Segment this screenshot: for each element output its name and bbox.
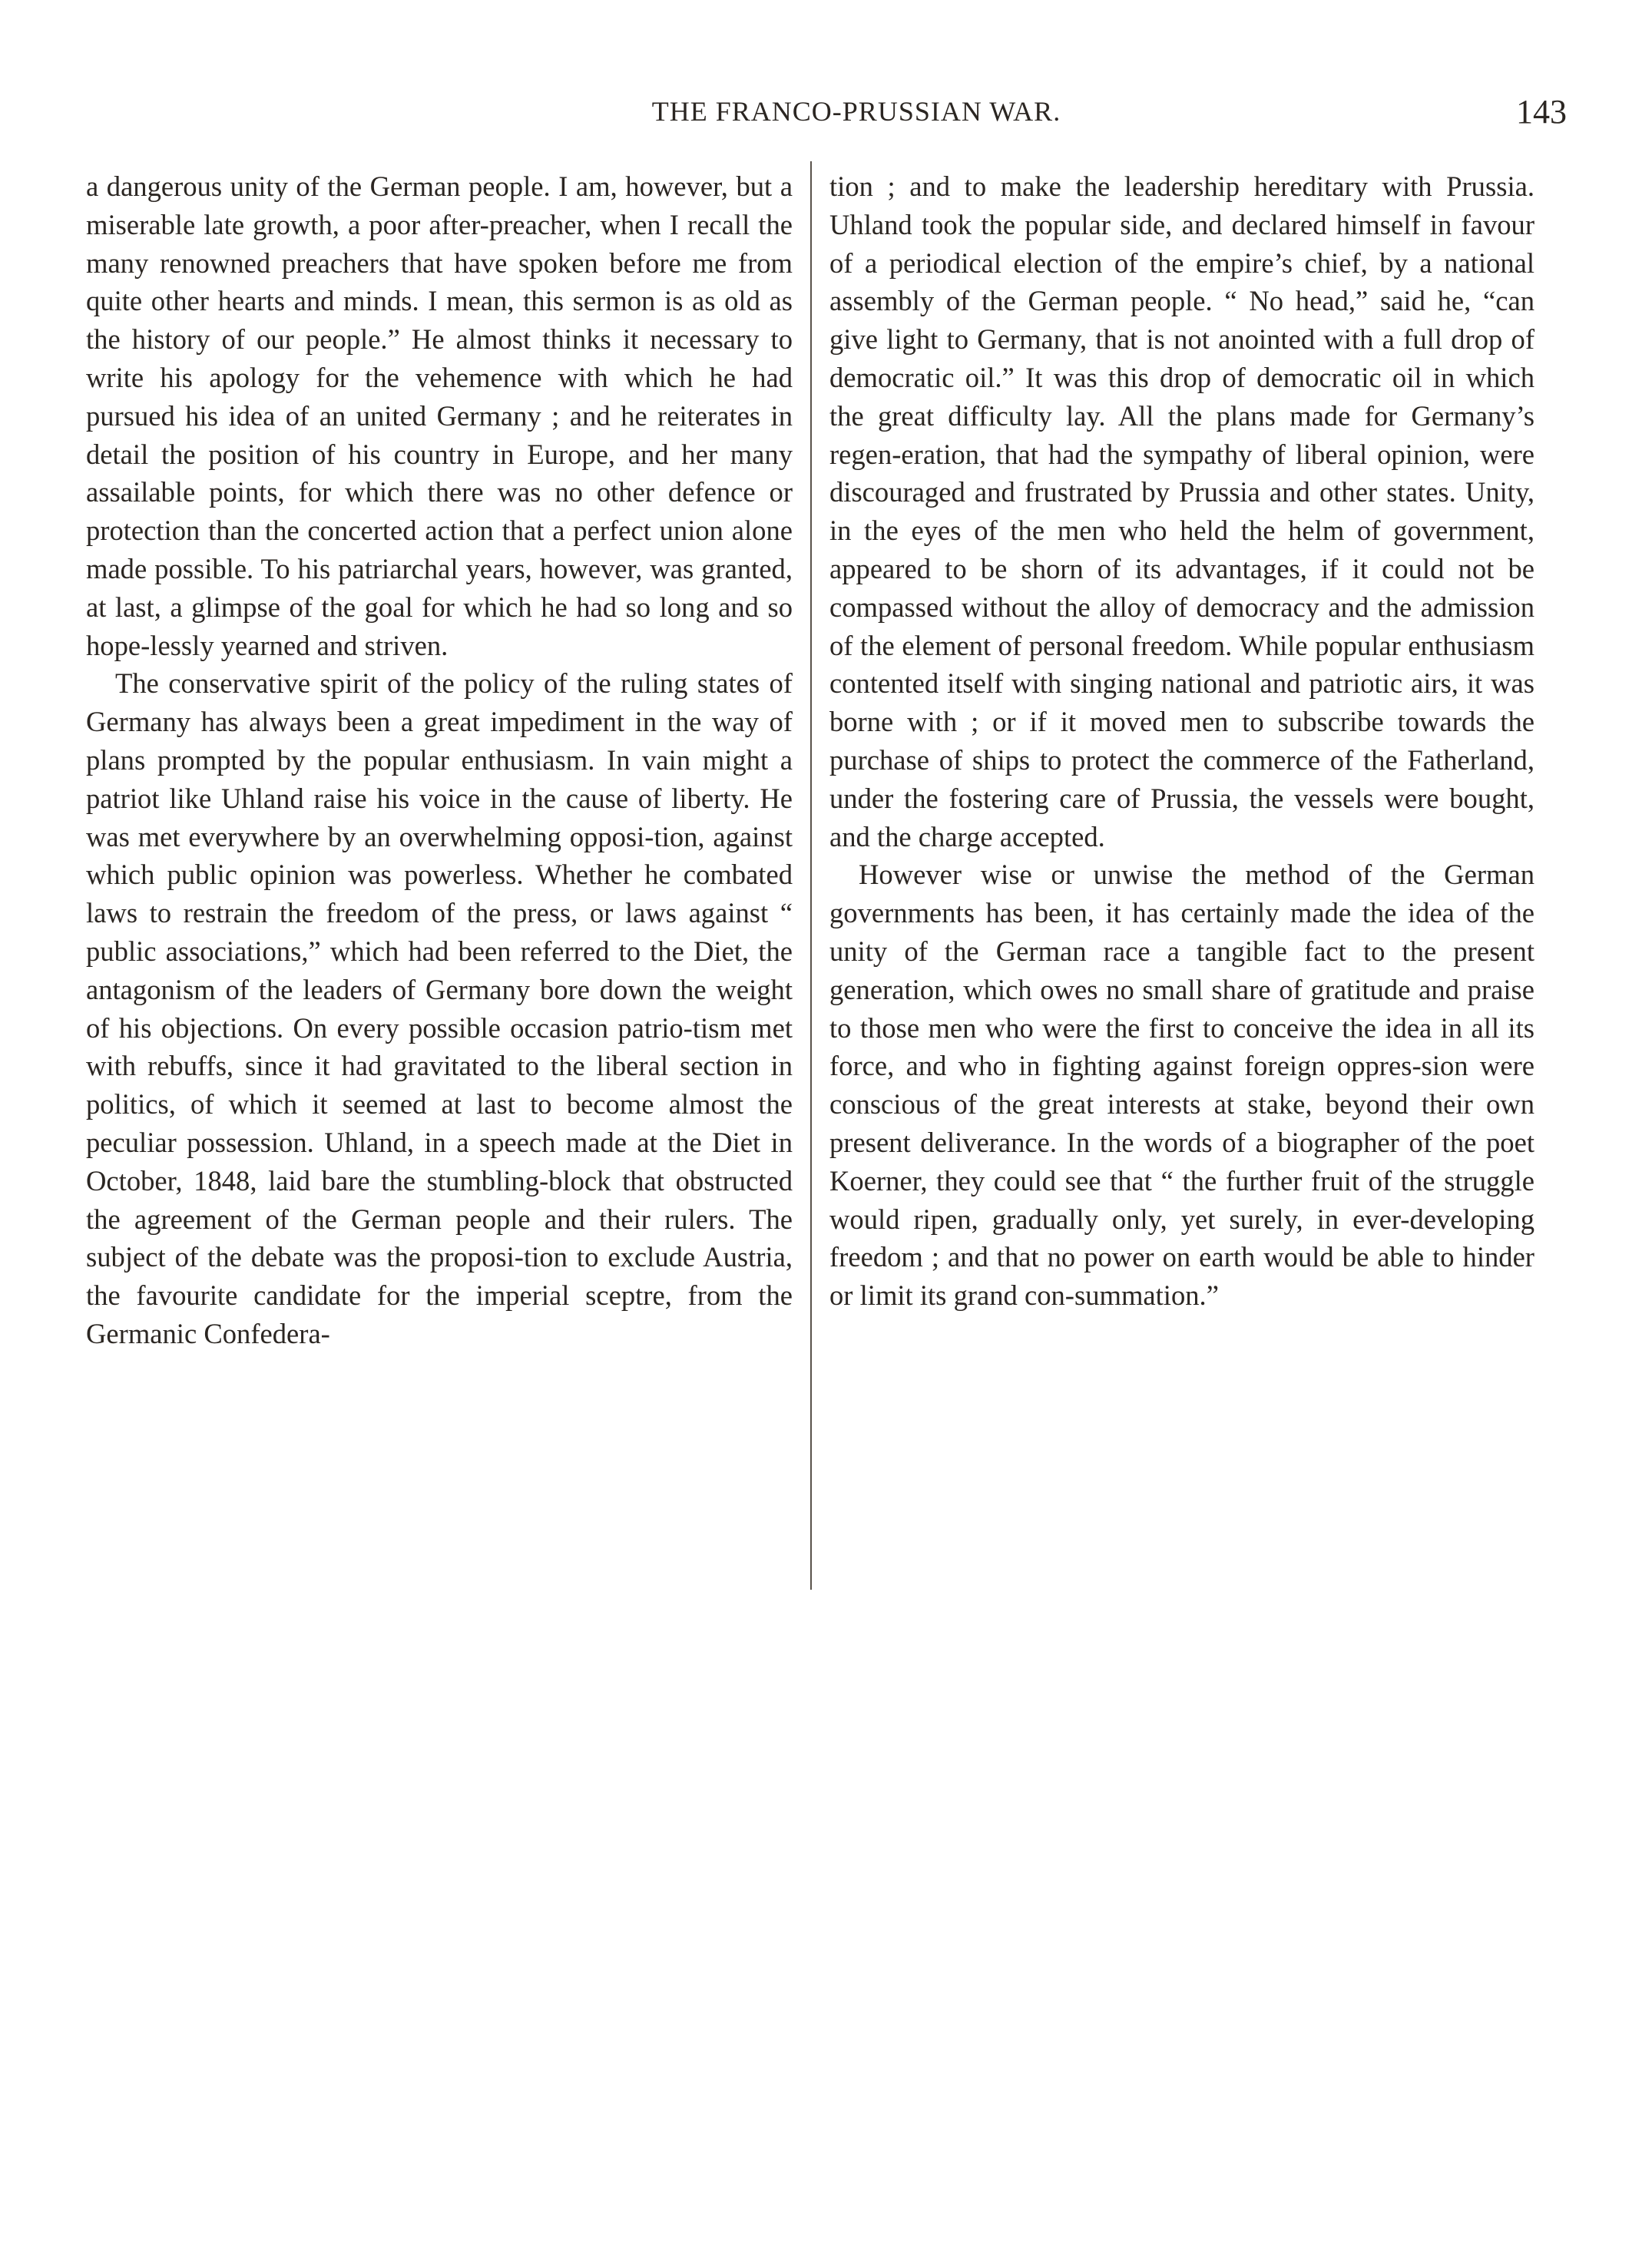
right-paragraph-1: tion ; and to make the leadership hereditary with Prussia. Uhland took the popular side, and declared himself in favour of a periodical election of the empire’s chief, by a national assembly of the German people. “ No head,” said he, “can give light to Germany, that is not anointed with a full drop of democratic oil.” It was this drop of democratic oil in which the great difficulty lay. All the plans made for Germany’s regen-eration, that had the sympathy of liberal opinion, were discouraged and frustrated by Prussia and other states. Unity, in the eyes of the men who held the helm of government, appeared to be shorn of its advantages, if it could not be compassed without the alloy of democracy and the admission of the element of personal freedom. While popular enthusiasm contented itself with singing national and patriotic airs, it was borne with ; or if it moved men to subscribe towards the purchase of ships to protect the commerce of the Fatherland, under the fostering care of Prussia, the vessels were bought, and the charge accepted.	[829, 170, 1534, 852]
running-title: THE FRANCO-PRUSSIAN WAR.	[651, 96, 1061, 127]
running-head	[84, 95, 1567, 141]
left-column	[86, 167, 793, 1353]
page-number: 143	[1516, 93, 1567, 131]
left-paragraph-1: a dangerous unity of the German people. I am, however, but a miserable late growth, a poor after-preacher, when I recall the many renowned preachers that have spoken before me from quite other hearts and minds. I mean, this sermon is as old as the history of our people.” He almost thinks it necessary to write his apology for the vehemence with which he had pursued his idea of an united Germany ; and he reiterates in detail the position of his country in Europe, and her many assailable points, for which there was no other defence or protection than the concerted action that a perfect union alone made possible. To his patriarchal years, however, was granted, at last, a glimpse of the goal for which he had so long and so hope-lessly yearned and striven.	[86, 170, 793, 661]
right-column	[829, 167, 1534, 1315]
right-paragraph-2: However wise or unwise the method of the German governments has been, it has certainly made the idea of the unity of the German race a tangible fact to the present generation, which owes no small share of gratitude and praise to those men who were the first to conceive the idea in all its force, and who in fighting against foreign oppres-sion were conscious of the great interests at stake, beyond their own present deliverance. In the words of a biographer of the poet Koerner, they could see that “ the further fruit of the struggle would ripen, gradually only, yet surely, in ever-developing freedom ; and that no power on earth would be able to hinder or limit its grand con-summation.”	[829, 859, 1534, 1312]
left-paragraph-2: The conservative spirit of the policy of the ruling states of Germany has always been a great impediment in the way of plans prompted by the popular enthusiasm. In vain might a patriot like Uhland raise his voice in the cause of liberty. He was met everywhere by an overwhelming opposi-tion, against which public opinion was powerless. Whether he combated laws to restrain the freedom of the press, or laws against “ public associations,” which had been referred to the Diet, the antagonism of the leaders of Germany bore down the weight of his objections. On every possible occasion patrio-tism met with rebuffs, since it had gravitated to the liberal section in politics, of which it seemed at last to become almost the peculiar possession. Uhland, in a speech made at the Diet in October, 1848, laid bare the stumbling-block that obstructed the agreement of the German people and their rulers. The subject of the debate was the proposi-tion to exclude Austria, the favourite candidate for the imperial sceptre, from the Germanic Confedera-	[86, 667, 793, 1349]
column-divider	[810, 161, 812, 1590]
